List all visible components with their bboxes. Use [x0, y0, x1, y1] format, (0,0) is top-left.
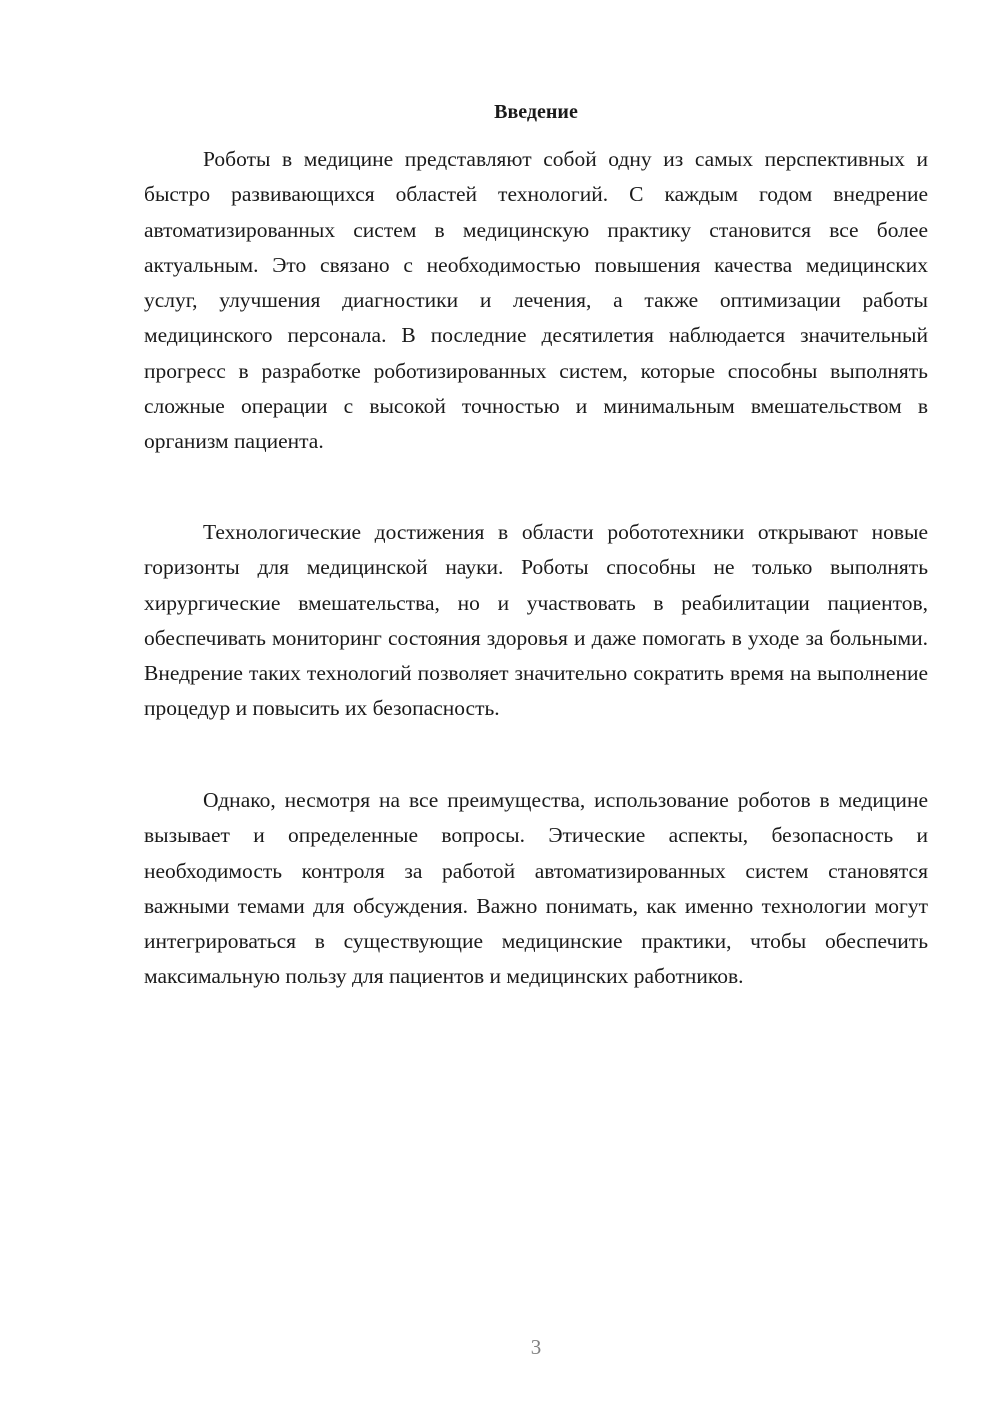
paragraph-ethics: Однако, несмотря на все преимущества, использование роботов в медицине вызывает и определенные вопросы. Этические аспекты, безопасность и необходимость контроля за работой автоматизированных систем становятся важными темами для обсуждения. Важно понимать, как именно технологии могут интегрироваться в существующие медицинские практики, чтобы обеспечить максимальную пользу для пациентов и медицинских работников.: [144, 788, 928, 989]
page-number: 3: [530, 1335, 542, 1359]
section-title: Введение: [494, 101, 578, 123]
paragraph-intro: Роботы в медицине представляют собой одну из самых перспективных и быстро развивающихся областей технологий. С каждым годом внедрение автоматизированных систем в медицинскую практику становится все более актуальным. Это связано с необходимостью повышения качества медицинских услуг, улучшения диагностики и лечения, а также оптимизации работы медицинского персонала. В последние десятилетия наблюдается значительный прогресс в разработке роботизированных систем, которые способны выполнять сложные операции с высокой точностью и минимальным вмешательством в организм пациента.: [144, 147, 928, 454]
paragraph-technology: Технологические достижения в области робототехники открывают новые горизонты для медицинской науки. Роботы способны не только выполнять хирургические вмешательства, но и участвовать в реабилитации пациентов, обеспечивать мониторинг состояния здоровья и даже помогать в уходе за больными. Внедрение таких технологий позволяет значительно сократить время на выполнение процедур и повысить их безопасность.: [144, 520, 928, 721]
